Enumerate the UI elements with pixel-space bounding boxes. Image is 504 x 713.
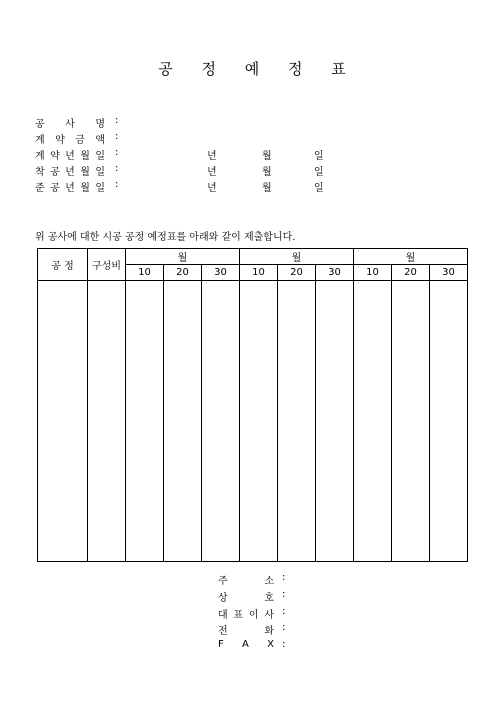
signature-row — [218, 639, 338, 653]
info-row — [35, 131, 335, 145]
info-colon: : — [115, 131, 119, 142]
label-char: 소 — [264, 576, 274, 587]
label-char: 화 — [264, 626, 274, 637]
date-month: 월 — [262, 151, 272, 162]
label-char: 전 — [218, 626, 228, 637]
label-char: A — [242, 639, 249, 650]
label-char: F — [218, 639, 224, 650]
day-header: 30 — [430, 265, 468, 281]
info-label — [35, 163, 105, 178]
label-char: 상 — [218, 593, 228, 604]
day-header: 10 — [240, 265, 278, 281]
signature-label — [218, 639, 274, 650]
label-char: 일 — [95, 167, 105, 178]
label-char: 사 — [264, 610, 274, 621]
signature-colon: : — [282, 639, 286, 650]
day-header: 30 — [316, 265, 354, 281]
table-cell[interactable] — [316, 281, 354, 562]
document-title: 공 정 예 정 표 — [158, 60, 358, 78]
label-char: 계 — [35, 135, 45, 146]
info-colon: : — [115, 179, 119, 190]
label-char: 일 — [95, 183, 105, 194]
date-year: 년 — [207, 151, 217, 162]
label-char: 약 — [55, 135, 65, 146]
table-cell[interactable] — [392, 281, 430, 562]
signature-label — [218, 589, 274, 604]
info-row — [35, 179, 335, 193]
info-row — [35, 115, 335, 129]
label-char: 일 — [95, 151, 105, 162]
signature-label — [218, 572, 274, 587]
info-label — [35, 131, 105, 146]
signature-row — [218, 622, 338, 636]
table-cell[interactable] — [354, 281, 392, 562]
label-char: 공 — [50, 183, 60, 194]
label-char: 월 — [80, 151, 90, 162]
label-char: 계 — [35, 151, 45, 162]
info-row — [35, 147, 335, 161]
signature-label — [218, 606, 274, 621]
label-char: 액 — [95, 135, 105, 146]
date-day: 일 — [314, 183, 324, 194]
day-header: 30 — [202, 265, 240, 281]
date-day: 일 — [314, 151, 324, 162]
label-char: 주 — [218, 576, 228, 587]
signature-row — [218, 572, 338, 586]
label-char: 월 — [80, 167, 90, 178]
table-cell[interactable] — [430, 281, 468, 562]
table-body-row — [38, 281, 468, 562]
info-row — [35, 163, 335, 177]
label-char: 착 — [35, 167, 45, 178]
info-colon: : — [115, 163, 119, 174]
day-header: 20 — [164, 265, 202, 281]
table-cell[interactable] — [126, 281, 164, 562]
date-year: 년 — [207, 167, 217, 178]
ratio-column-header: 구성비 — [88, 249, 126, 281]
label-char: 공 — [50, 167, 60, 178]
day-header: 10 — [354, 265, 392, 281]
label-char: 명 — [95, 119, 105, 130]
submission-statement: 위 공사에 대한 시공 공정 예정표를 아래와 같이 제출합니다. — [35, 232, 296, 243]
label-char: X — [267, 639, 274, 650]
date-day: 일 — [314, 167, 324, 178]
table-cell[interactable] — [88, 281, 126, 562]
info-label — [35, 179, 105, 194]
signature-row — [218, 606, 338, 620]
day-header: 20 — [278, 265, 316, 281]
date-year: 년 — [207, 183, 217, 194]
month-header: 월 — [240, 249, 354, 265]
signature-colon: : — [282, 622, 286, 633]
signature-row — [218, 589, 338, 603]
label-char: 년 — [65, 167, 75, 178]
label-char: 년 — [65, 183, 75, 194]
label-char: 이 — [248, 610, 259, 621]
info-colon: : — [115, 147, 119, 158]
signature-colon: : — [282, 606, 286, 617]
schedule-table — [37, 248, 468, 562]
table-cell[interactable] — [38, 281, 88, 562]
info-colon: : — [115, 115, 119, 126]
label-char: 대 — [218, 610, 228, 621]
table-header-month-row — [38, 249, 468, 265]
signature-colon: : — [282, 572, 286, 583]
month-header: 월 — [354, 249, 468, 265]
label-char: 금 — [75, 135, 85, 146]
label-char: 년 — [65, 151, 75, 162]
info-label — [35, 115, 105, 130]
label-char: 사 — [65, 119, 75, 130]
table-cell[interactable] — [278, 281, 316, 562]
day-header: 20 — [392, 265, 430, 281]
signature-colon: : — [282, 589, 286, 600]
process-column-header: 공 정 — [38, 249, 88, 281]
label-char: 월 — [80, 183, 90, 194]
date-month: 월 — [262, 167, 272, 178]
info-label — [35, 147, 105, 162]
label-char: 준 — [35, 183, 45, 194]
label-char: 표 — [233, 610, 244, 621]
month-header: 월 — [126, 249, 240, 265]
table-cell[interactable] — [240, 281, 278, 562]
label-char: 호 — [264, 593, 274, 604]
day-header: 10 — [126, 265, 164, 281]
signature-label — [218, 622, 274, 637]
label-char: 공 — [35, 119, 45, 130]
date-month: 월 — [262, 183, 272, 194]
table-cell[interactable] — [164, 281, 202, 562]
label-char: 약 — [50, 151, 60, 162]
table-cell[interactable] — [202, 281, 240, 562]
